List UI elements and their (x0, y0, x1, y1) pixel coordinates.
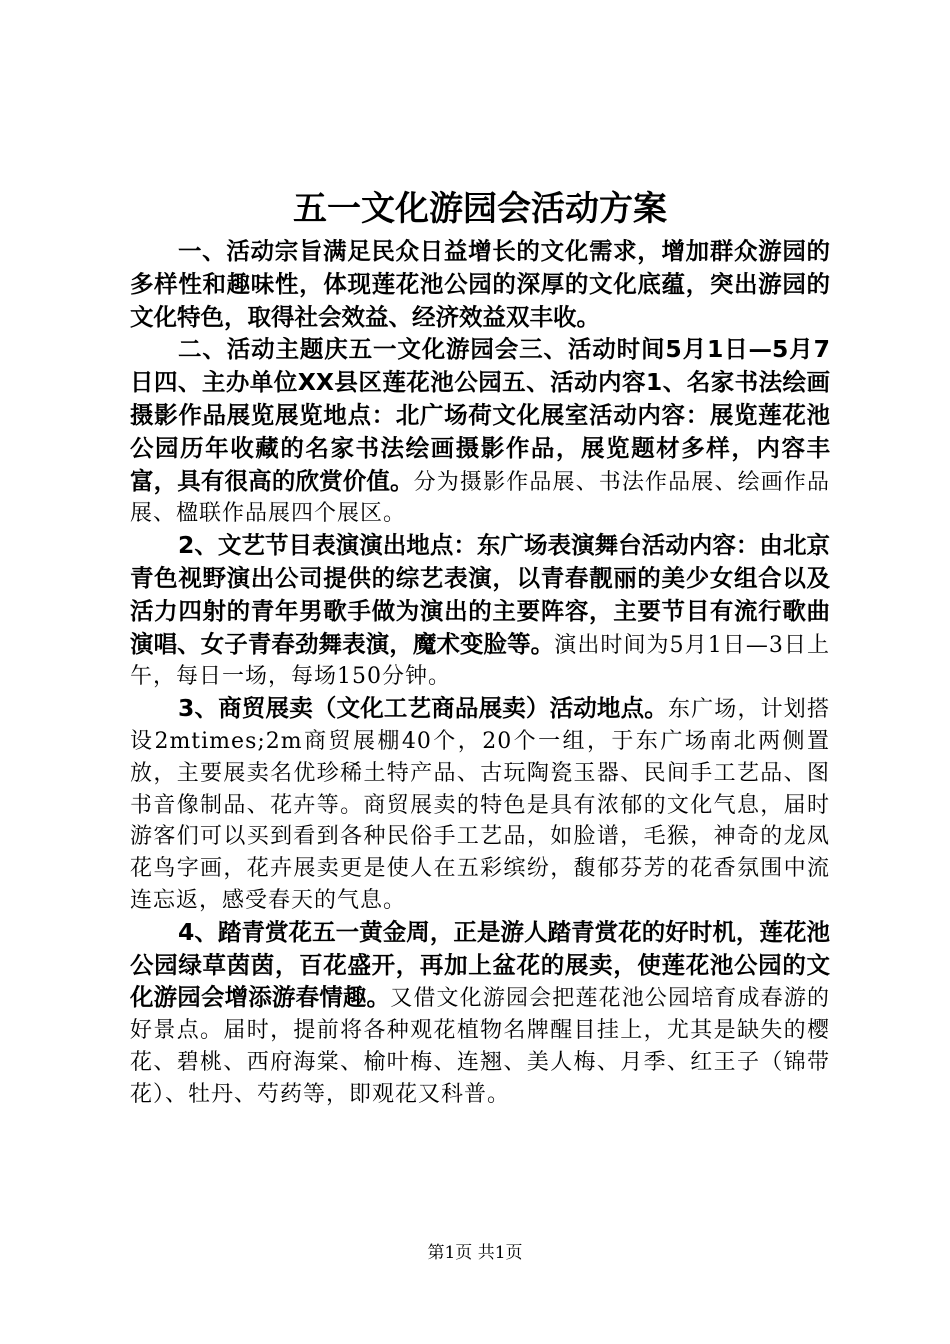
document-page (130, 0, 830, 1344)
paragraph-bold-text: 3、商贸展卖（文化工艺商品展卖）活动地点。 (178, 694, 668, 723)
paragraph-bold-text: 4、踏青赏花五一黄金周，正是游人踏青赏花的好时机，莲花池公园绿草茵茵，百花盛开，再加上盆花的展卖，使莲花池公园的文化游园会增添游春情趣。 (130, 917, 830, 1012)
paragraph-bold-text: 二、活动主题庆五一文化游园会三、活动时间5月1日—5月7日四、主办单位XX县区莲花池公园五、活动内容1、名家书法绘画摄影作品展览展览地点：北广场荷文化展室活动内容：展览莲花池公园历年收藏的名家书法绘画摄影作品，展览题材多样，内容丰富，具有很高的欣赏价值。 (130, 335, 830, 495)
paragraph-bold-text: 一、活动宗旨满足民众日益增长的文化需求，增加群众游园的多样性和趣味性，体现莲花池公园的深厚的文化底蕴，突出游园的文化特色，取得社会效益、经济效益双丰收。 (130, 237, 830, 331)
paragraph-flower-viewing (130, 917, 830, 1111)
paragraph-plain-text: 东广场，计划搭设2mtimes;2m商贸展棚40个，20个一组，于东广场南北两侧置放，主要展卖名优珍稀土特产品、古玩陶瓷玉器、民间手工艺品、图书音像制品、花卉等。商贸展卖的特色是具有浓郁的文化气息，届时游客们可以买到看到各种民俗手工艺品，如脸谱，毛猴，神奇的龙凤花鸟字画，花卉展卖更是使人在五彩缤纷，馥郁芬芳的花香氛围中流连忘返，感受春天的气息。 (130, 697, 830, 913)
page-footer: 第1页 共1页 (427, 1243, 523, 1263)
paragraph-purpose (130, 236, 830, 334)
paragraph-bold-text: 2、文艺节目表演演出地点：东广场表演舞台活动内容：由北京青色视野演出公司提供的综艺表演，以青春靓丽的美少女组合以及活力四射的青年男歌手做为演出的主要阵容，主要节目有流行歌曲演唱、女子青春劲舞表演，魔术变脸等。 (130, 531, 830, 658)
paragraph-plain-text: 演出时间为5月1日—3日上午，每日一场，每场150分钟。 (130, 632, 831, 690)
document-title: 五一文化游园会活动方案 (293, 189, 667, 229)
paragraph-exhibition (130, 334, 830, 530)
paragraph-performance (130, 530, 830, 693)
paragraph-plain-text: 又借文化游园会把莲花池公园培育成春游的好景点。届时，提前将各种观花植物名牌醒目挂上，尤其是缺失的樱花、碧桃、西府海棠、榆叶梅、连翘、美人梅、月季、红王子（锦带花）、牡丹、芍药等，即观花又科普。 (130, 986, 830, 1107)
document-body (130, 236, 830, 1111)
paragraph-plain-text: 分为摄影作品展、书法作品展、绘画作品展、楹联作品展四个展区。 (130, 469, 830, 527)
paragraph-trade-fair (130, 693, 830, 917)
